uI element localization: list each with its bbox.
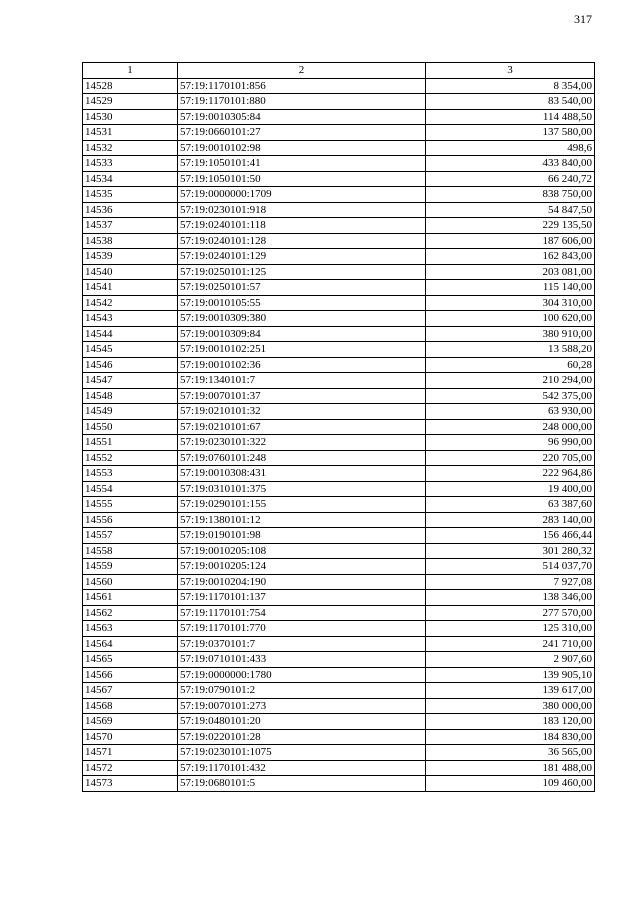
- cadastral-number-cell: 57:19:0070101:37: [178, 388, 426, 404]
- cadastral-number-cell: 57:19:0250101:125: [178, 264, 426, 280]
- value-cell: 210 294,00: [426, 373, 595, 389]
- record-number-cell: 14540: [83, 264, 178, 280]
- table-row: [83, 621, 595, 637]
- table-body: [83, 78, 595, 791]
- table-row: [83, 497, 595, 513]
- record-number-cell: 14568: [83, 698, 178, 714]
- table-row: [83, 311, 595, 327]
- value-cell: 115 140,00: [426, 280, 595, 296]
- table-row: [83, 605, 595, 621]
- record-number-cell: 14554: [83, 481, 178, 497]
- value-cell: 137 580,00: [426, 125, 595, 141]
- record-number-cell: 14561: [83, 590, 178, 606]
- value-cell: 248 000,00: [426, 419, 595, 435]
- value-cell: 220 705,00: [426, 450, 595, 466]
- table-row: [83, 683, 595, 699]
- cadastral-number-cell: 57:19:0760101:248: [178, 450, 426, 466]
- table-header-row: [83, 63, 595, 79]
- cadastral-number-cell: 57:19:1170101:770: [178, 621, 426, 637]
- value-cell: 54 847,50: [426, 202, 595, 218]
- record-number-cell: 14557: [83, 528, 178, 544]
- record-number-cell: 14547: [83, 373, 178, 389]
- cadastral-number-cell: 57:19:0010309:380: [178, 311, 426, 327]
- cadastral-number-cell: 57:19:0010102:98: [178, 140, 426, 156]
- value-cell: 109 460,00: [426, 776, 595, 792]
- record-number-cell: 14571: [83, 745, 178, 761]
- record-number-cell: 14534: [83, 171, 178, 187]
- cadastral-number-cell: 57:19:0250101:57: [178, 280, 426, 296]
- record-number-cell: 14555: [83, 497, 178, 513]
- value-cell: 181 488,00: [426, 760, 595, 776]
- value-cell: 304 310,00: [426, 295, 595, 311]
- value-cell: 433 840,00: [426, 156, 595, 172]
- cadastral-number-cell: 57:19:0230101:918: [178, 202, 426, 218]
- record-number-cell: 14551: [83, 435, 178, 451]
- value-cell: 100 620,00: [426, 311, 595, 327]
- record-number-cell: 14550: [83, 419, 178, 435]
- value-cell: 66 240,72: [426, 171, 595, 187]
- table-row: [83, 528, 595, 544]
- cadastral-number-cell: 57:19:1170101:856: [178, 78, 426, 94]
- value-cell: 241 710,00: [426, 636, 595, 652]
- record-number-cell: 14567: [83, 683, 178, 699]
- value-cell: 139 905,10: [426, 667, 595, 683]
- record-number-cell: 14533: [83, 156, 178, 172]
- record-number-cell: 14532: [83, 140, 178, 156]
- record-number-cell: 14569: [83, 714, 178, 730]
- cadastral-number-cell: 57:19:1170101:880: [178, 94, 426, 110]
- value-cell: 838 750,00: [426, 187, 595, 203]
- value-cell: 60,28: [426, 357, 595, 373]
- cadastral-number-cell: 57:19:1050101:41: [178, 156, 426, 172]
- table-row: [83, 760, 595, 776]
- cadastral-number-cell: 57:19:0190101:98: [178, 528, 426, 544]
- table-row: [83, 652, 595, 668]
- cadastral-number-cell: 57:19:0680101:5: [178, 776, 426, 792]
- table-row: [83, 249, 595, 265]
- record-number-cell: 14546: [83, 357, 178, 373]
- value-cell: 36 565,00: [426, 745, 595, 761]
- table-row: [83, 125, 595, 141]
- cadastral-number-cell: 57:19:0790101:2: [178, 683, 426, 699]
- record-number-cell: 14528: [83, 78, 178, 94]
- value-cell: 156 466,44: [426, 528, 595, 544]
- value-cell: 2 907,60: [426, 652, 595, 668]
- table-row: [83, 667, 595, 683]
- cadastral-number-cell: 57:19:0240101:129: [178, 249, 426, 265]
- page-number: 317: [574, 12, 592, 26]
- column-header-1: 1: [83, 63, 178, 79]
- record-number-cell: 14548: [83, 388, 178, 404]
- cadastral-number-cell: 57:19:0010102:251: [178, 342, 426, 358]
- value-cell: 203 081,00: [426, 264, 595, 280]
- cadastral-number-cell: 57:19:1170101:432: [178, 760, 426, 776]
- registry-table: [82, 62, 595, 792]
- record-number-cell: 14559: [83, 559, 178, 575]
- record-number-cell: 14529: [83, 94, 178, 110]
- cadastral-number-cell: 57:19:0010309:84: [178, 326, 426, 342]
- table-row: [83, 78, 595, 94]
- column-header-3: 3: [426, 63, 595, 79]
- table-row: [83, 698, 595, 714]
- record-number-cell: 14539: [83, 249, 178, 265]
- table-row: [83, 481, 595, 497]
- table-row: [83, 202, 595, 218]
- table-row: [83, 714, 595, 730]
- table-row: [83, 295, 595, 311]
- cadastral-number-cell: 57:19:0240101:118: [178, 218, 426, 234]
- record-number-cell: 14541: [83, 280, 178, 296]
- record-number-cell: 14566: [83, 667, 178, 683]
- table-row: [83, 171, 595, 187]
- table-row: [83, 745, 595, 761]
- value-cell: 7 927,08: [426, 574, 595, 590]
- value-cell: 380 000,00: [426, 698, 595, 714]
- record-number-cell: 14560: [83, 574, 178, 590]
- value-cell: 283 140,00: [426, 512, 595, 528]
- cadastral-number-cell: 57:19:0000000:1709: [178, 187, 426, 203]
- record-number-cell: 14570: [83, 729, 178, 745]
- table-row: [83, 543, 595, 559]
- cadastral-number-cell: 57:19:0230101:1075: [178, 745, 426, 761]
- value-cell: 96 990,00: [426, 435, 595, 451]
- value-cell: 19 400,00: [426, 481, 595, 497]
- record-number-cell: 14542: [83, 295, 178, 311]
- cadastral-number-cell: 57:19:0010205:124: [178, 559, 426, 575]
- cadastral-number-cell: 57:19:0660101:27: [178, 125, 426, 141]
- record-number-cell: 14549: [83, 404, 178, 420]
- value-cell: 380 910,00: [426, 326, 595, 342]
- record-number-cell: 14564: [83, 636, 178, 652]
- record-number-cell: 14536: [83, 202, 178, 218]
- table-row: [83, 776, 595, 792]
- cadastral-number-cell: 57:19:0210101:67: [178, 419, 426, 435]
- value-cell: 63 387,60: [426, 497, 595, 513]
- column-header-2: 2: [178, 63, 426, 79]
- table-row: [83, 326, 595, 342]
- table-row: [83, 342, 595, 358]
- value-cell: 63 930,00: [426, 404, 595, 420]
- cadastral-number-cell: 57:19:0370101:7: [178, 636, 426, 652]
- table-row: [83, 466, 595, 482]
- cadastral-number-cell: 57:19:0010305:84: [178, 109, 426, 125]
- table-row: [83, 156, 595, 172]
- value-cell: 498,6: [426, 140, 595, 156]
- cadastral-number-cell: 57:19:0230101:322: [178, 435, 426, 451]
- table-row: [83, 357, 595, 373]
- cadastral-number-cell: 57:19:0220101:28: [178, 729, 426, 745]
- value-cell: 301 280,32: [426, 543, 595, 559]
- value-cell: 542 375,00: [426, 388, 595, 404]
- cadastral-number-cell: 57:19:1170101:754: [178, 605, 426, 621]
- table-row: [83, 512, 595, 528]
- cadastral-number-cell: 57:19:0010205:108: [178, 543, 426, 559]
- cadastral-number-cell: 57:19:0710101:433: [178, 652, 426, 668]
- cadastral-number-cell: 57:19:0310101:375: [178, 481, 426, 497]
- record-number-cell: 14563: [83, 621, 178, 637]
- table-row: [83, 264, 595, 280]
- table-row: [83, 404, 595, 420]
- record-number-cell: 14562: [83, 605, 178, 621]
- value-cell: 139 617,00: [426, 683, 595, 699]
- value-cell: 229 135,50: [426, 218, 595, 234]
- value-cell: 83 540,00: [426, 94, 595, 110]
- record-number-cell: 14553: [83, 466, 178, 482]
- value-cell: 162 843,00: [426, 249, 595, 265]
- cadastral-number-cell: 57:19:0210101:32: [178, 404, 426, 420]
- cadastral-number-cell: 57:19:0480101:20: [178, 714, 426, 730]
- table-row: [83, 636, 595, 652]
- value-cell: 184 830,00: [426, 729, 595, 745]
- record-number-cell: 14545: [83, 342, 178, 358]
- record-number-cell: 14538: [83, 233, 178, 249]
- value-cell: 277 570,00: [426, 605, 595, 621]
- record-number-cell: 14565: [83, 652, 178, 668]
- table-row: [83, 450, 595, 466]
- table-row: [83, 388, 595, 404]
- table-row: [83, 574, 595, 590]
- record-number-cell: 14544: [83, 326, 178, 342]
- value-cell: 222 964,86: [426, 466, 595, 482]
- value-cell: 138 346,00: [426, 590, 595, 606]
- cadastral-number-cell: 57:19:0010308:431: [178, 466, 426, 482]
- record-number-cell: 14572: [83, 760, 178, 776]
- table-row: [83, 187, 595, 203]
- table-row: [83, 233, 595, 249]
- record-number-cell: 14543: [83, 311, 178, 327]
- value-cell: 125 310,00: [426, 621, 595, 637]
- table-row: [83, 280, 595, 296]
- table-row: [83, 729, 595, 745]
- cadastral-number-cell: 57:19:1380101:12: [178, 512, 426, 528]
- cadastral-number-cell: 57:19:0010105:55: [178, 295, 426, 311]
- cadastral-number-cell: 57:19:0000000:1780: [178, 667, 426, 683]
- record-number-cell: 14531: [83, 125, 178, 141]
- table-row: [83, 218, 595, 234]
- cadastral-number-cell: 57:19:0010102:36: [178, 357, 426, 373]
- cadastral-number-cell: 57:19:0290101:155: [178, 497, 426, 513]
- cadastral-number-cell: 57:19:0240101:128: [178, 233, 426, 249]
- record-number-cell: 14530: [83, 109, 178, 125]
- record-number-cell: 14573: [83, 776, 178, 792]
- value-cell: 514 037,70: [426, 559, 595, 575]
- record-number-cell: 14552: [83, 450, 178, 466]
- cadastral-number-cell: 57:19:1340101:7: [178, 373, 426, 389]
- value-cell: 187 606,00: [426, 233, 595, 249]
- table-row: [83, 109, 595, 125]
- value-cell: 8 354,00: [426, 78, 595, 94]
- value-cell: 114 488,50: [426, 109, 595, 125]
- cadastral-number-cell: 57:19:1050101:50: [178, 171, 426, 187]
- record-number-cell: 14537: [83, 218, 178, 234]
- cadastral-number-cell: 57:19:1170101:137: [178, 590, 426, 606]
- cadastral-number-cell: 57:19:0010204:190: [178, 574, 426, 590]
- record-number-cell: 14558: [83, 543, 178, 559]
- table-row: [83, 94, 595, 110]
- table-row: [83, 435, 595, 451]
- table-row: [83, 559, 595, 575]
- record-number-cell: 14556: [83, 512, 178, 528]
- value-cell: 13 588,20: [426, 342, 595, 358]
- table-row: [83, 419, 595, 435]
- table-row: [83, 140, 595, 156]
- table-row: [83, 590, 595, 606]
- cadastral-number-cell: 57:19:0070101:273: [178, 698, 426, 714]
- table-row: [83, 373, 595, 389]
- value-cell: 183 120,00: [426, 714, 595, 730]
- record-number-cell: 14535: [83, 187, 178, 203]
